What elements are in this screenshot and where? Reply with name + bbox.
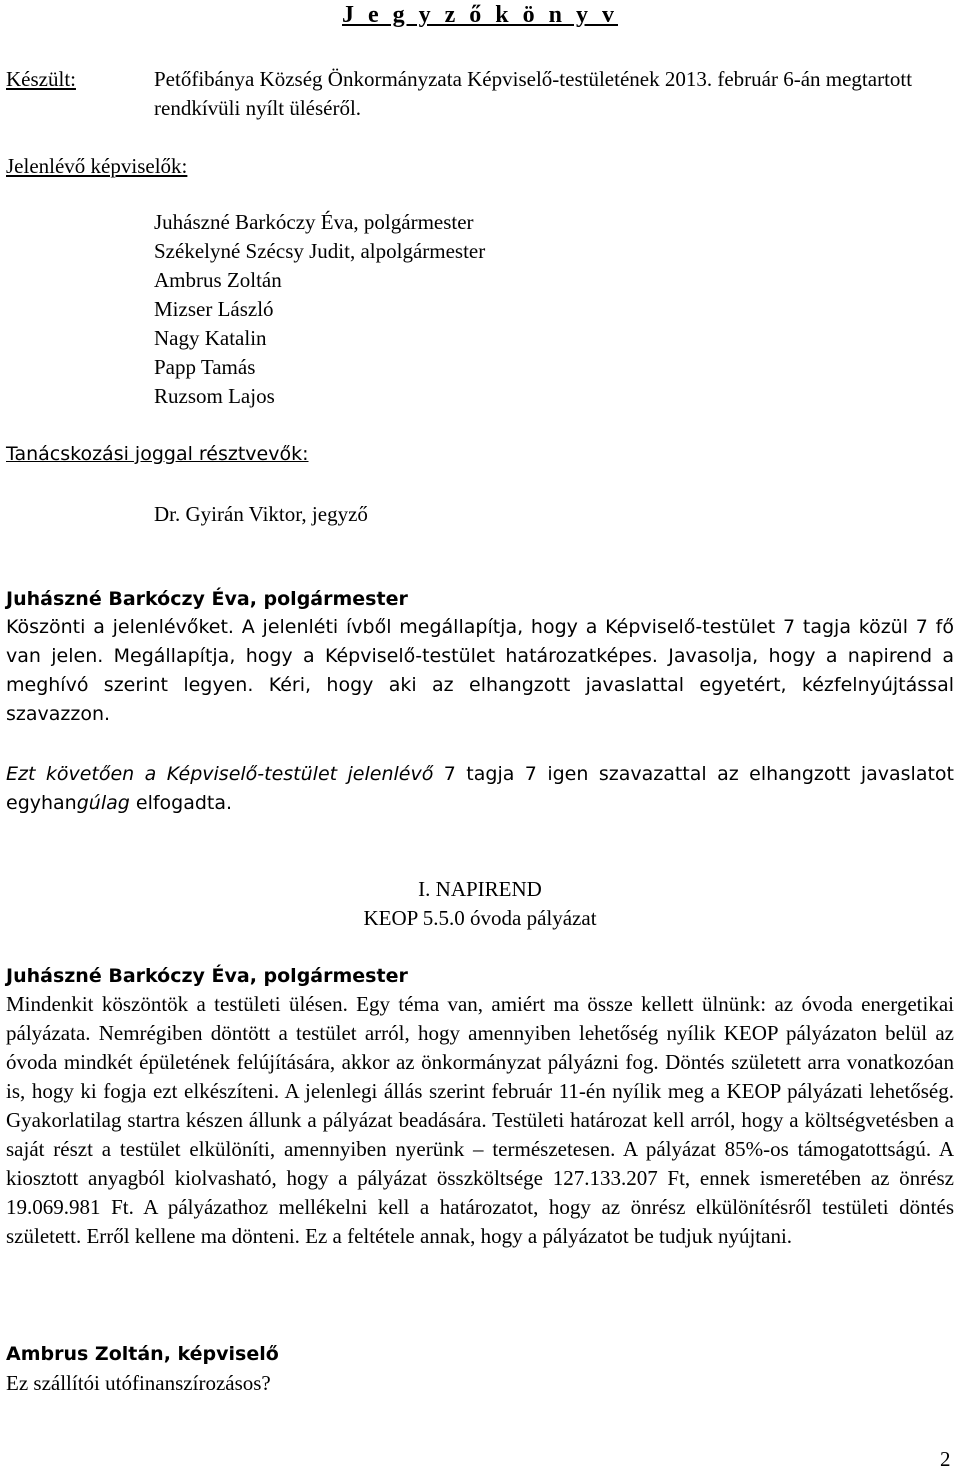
vote-result — [6, 760, 954, 818]
members-list — [154, 208, 485, 411]
member-item: Ambrus Zoltán — [154, 268, 282, 292]
agenda-topic: KEOP 5.5.0 óvoda pályázat — [363, 906, 597, 930]
member-item: Papp Tamás — [154, 355, 256, 379]
tanacskozasi-label: Tanácskozási joggal résztvevők: — [6, 443, 309, 465]
speaker-heading: Juhászné Barkóczy Éva, polgármester — [6, 965, 408, 987]
member-item: Székelyné Szécsy Judit, alpolgármester — [154, 239, 486, 263]
speaker-heading: Ambrus Zoltán, képviselő — [6, 1343, 279, 1365]
keszult-label: Készült: — [6, 67, 76, 91]
document-title: J e g y z ő k ö n y v — [342, 2, 618, 28]
vote-italic2: gúlag — [76, 792, 130, 814]
member-item: Juhászné Barkóczy Éva, polgármester — [154, 210, 474, 234]
vote-rest: 7 tagja 7 igen szavazattal az elhangzott javaslatot egyhan — [6, 763, 954, 814]
vote-end: elfogadta. — [135, 792, 233, 814]
section1-text: Köszönti a jelenlévőket. A jelenléti ívből megállapítja, hogy a Képviselő-testület 7 tagja közül 7 fő van jelen. Megállapítja, hogy a Képviselő-testület határozatképes. Javasolja, hogy a napirend a meghívó szerint legyen. Kéri, hogy aki az elhangzott javaslattal egyetért, kézfelnyújtással szavazzon. — [6, 616, 954, 725]
page-number: 2 — [940, 1447, 951, 1471]
section2-text: Mindenkit köszöntök a testületi ülésen. Egy téma van, amiért ma össze kellett ülnünk: az óvoda energetikai pályázata. Nemrégiben döntött a testület arról, hogy amennyiben lehetőség nyílik KEOP pályázaton belül az óvoda mindkét épületének felújítására, akkor az önkormányzat pályázni fog. Döntés született arra vonatkozóan is, hogy ki fogja ezt elkészíteni. A jelenlegi állás szerint február 11-én nyílik meg a KEOP pályázati lehetőség. Gyakorlatilag startra készen állunk a pályázat beadására. Testületi határozat kell arról, hogy a költségvetésben a saját részt a testület elkülöníti, amennyiben nyerünk – természetesen. A pályázat 85%-os támogatottságú. A kiosztott anyagból kiolvasható, hogy a pályázat összköltsége 127.133.207 Ft, ennek ismeretében az önrész 19.069.981 Ft. A pályázathoz mellékelni kell a határozatot, hogy az önrész elkülönítésről testületi döntés született. Erről kellene ma dönteni. Ez a feltétele annak, hogy a pályázatot be tudjuk nyújtani. — [6, 992, 954, 1248]
member-item: Mizser László — [154, 297, 274, 321]
jelenlevo-label: Jelenlévő képviselők: — [6, 154, 188, 178]
member-item: Ruzsom Lajos — [154, 384, 275, 408]
vote-italic: Ezt követően a Képviselő-testület jelenlévő — [6, 763, 434, 785]
section3-text: Ez szállítói utófinanszírozásos? — [6, 1371, 271, 1395]
speaker-heading: Juhászné Barkóczy Éva, polgármester — [6, 588, 408, 610]
member-item: Nagy Katalin — [154, 326, 267, 350]
keszult-text: Petőfibánya Község Önkormányzata Képviselő-testületének 2013. február 6-án megtartott rendkívüli nyílt üléséről. — [154, 67, 913, 120]
agenda-number: I. NAPIREND — [418, 877, 542, 901]
tanacskozasi-person: Dr. Gyirán Viktor, jegyző — [154, 502, 368, 526]
